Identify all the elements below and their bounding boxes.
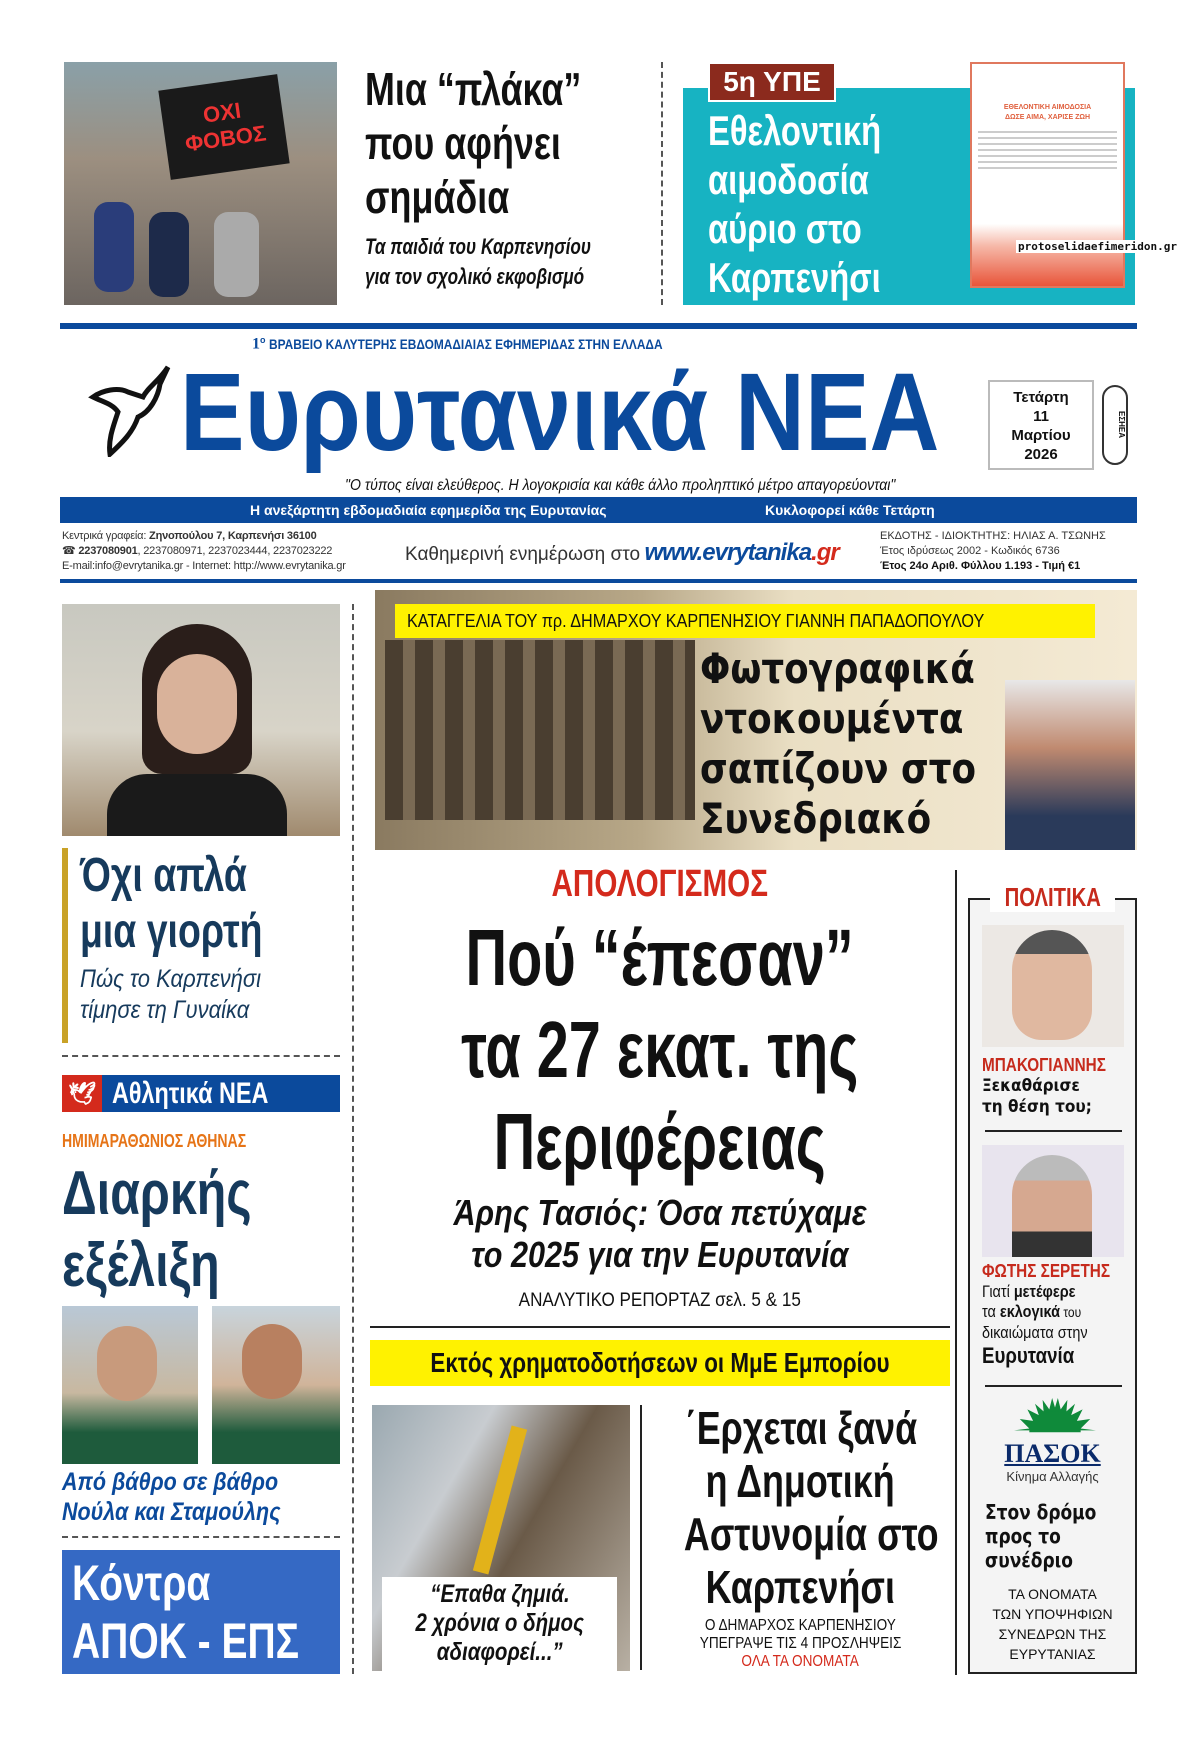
story-bullying-subtitle: για τον σχολικό εκφοβισμό xyxy=(365,264,585,289)
rule xyxy=(370,1326,950,1328)
headline-line: Εθελοντική xyxy=(708,107,882,154)
divider xyxy=(955,870,957,1675)
flyer-title: ΕΘΕΛΟΝΤΙΚΗ ΑΙΜΟΔΟΣΙΑ xyxy=(1003,104,1092,111)
dove-logo-icon xyxy=(88,362,173,457)
slogan: "Ο τύπος είναι ελεύθερος. Η λογοκρισία και κάθε άλλο προληπτικό μέτρο απαγορεύονται" xyxy=(345,477,896,494)
headline-line: Καρπενήσι xyxy=(708,254,881,301)
rule xyxy=(60,579,1137,583)
headline-line: αιμοδοσία xyxy=(708,156,869,203)
divider xyxy=(985,1385,1122,1387)
rule xyxy=(60,323,1137,329)
bakogiannis-photo xyxy=(982,925,1124,1047)
watermark: protoselidaefimeridon.gr xyxy=(1018,240,1177,253)
ype-label: 5η ΥΠΕ xyxy=(708,62,836,102)
main-kicker: ΑΠΟΛΟΓΙΣΜΟΣ xyxy=(551,863,769,905)
sports-headline[interactable]: Διαρκής εξέλιξη xyxy=(62,1159,252,1300)
woman-photo xyxy=(62,604,340,836)
excavation-photo[interactable] xyxy=(372,1405,630,1671)
main-headline[interactable]: Πού “έπεσαν” τα 27 εκατ. της Περιφέρειας xyxy=(461,913,859,1186)
quote-caption: “Επαθα ζημιά. 2 χρόνια ο δήμος αδιαφορεί...” xyxy=(382,1577,617,1671)
divider xyxy=(640,1405,642,1670)
main-subtitle: Άρης Τασιός: Όσα πετύχαμε το 2025 για την Ευρυτανία xyxy=(453,1192,867,1275)
police-subtitle: Ο ΔΗΜΑΡΧΟΣ ΚΑΡΠΕΝΗΣΙΟΥ ΥΠΕΓΡΑΨΕ ΤΙΣ 4 ΠΡΟΣΛΗΨΕΙΣ ΟΛΑ ΤΑ ΟΝΟΜΑΤΑ xyxy=(699,1617,902,1670)
runner-noula-photo xyxy=(62,1306,198,1464)
divider xyxy=(661,62,663,305)
sports-kicker: ΗΜΙΜΑΡΑΘΩΝΙΟΣ ΑΘΗΝΑΣ xyxy=(62,1131,247,1151)
divider xyxy=(62,1055,340,1057)
publisher-info: ΕΚΔΟΤΗΣ - ΙΔΙΟΚΤΗΤΗΣ: ΗΛΙΑΣ Α. ΤΣΩΝΗΣ Έτος ιδρύσεως 2002 - Κωδικός 6736 Έτος 24ο Αριθ. Φύλλου 1.193 - Τιμή €1 xyxy=(880,530,1106,572)
politics-item-1[interactable]: ΜΠΑΚΟΓΙΑΝΝΗΣ Ξεκαθάρισε τη θέση του; xyxy=(982,1055,1106,1117)
seretis-photo xyxy=(982,1145,1124,1257)
women-story[interactable]: Όχι απλά μια γιορτή Πώς το Καρπενήσι τίμησε τη Γυναίκα xyxy=(62,848,340,1043)
police-headline[interactable]: ΄Ερχεται ξανά η Δημοτική Αστυνομία στο Καρπενήσι xyxy=(683,1402,939,1613)
kontra-box[interactable]: Κόντρα ΑΠΟΚ - ΕΠΣ xyxy=(62,1550,340,1674)
politics-item-3[interactable]: Στον δρόμο προς το συνέδριο xyxy=(985,1500,1097,1572)
children-protest-photo xyxy=(64,62,337,305)
headline-line: Μια “πλάκα” xyxy=(365,63,582,115)
banner-headline: Φωτογραφικά ντοκουμέντα σαπίζουν στο Συνεδριακό xyxy=(700,644,977,843)
report-reference: ΑΝΑΛΥΤΙΚΟ ΡΕΠΟΡΤΑΖ σελ. 5 & 15 xyxy=(518,1290,802,1311)
banner-kicker: ΚΑΤΑΓΓΕΛΙΑ ΤΟΥ πρ. ΔΗΜΑΡΧΟΥ ΚΑΡΠΕΝΗΣΙΟΥ ΓΙΑΝΝΗ ΠΑΠΑΔΟΠΟΥΛΟΥ xyxy=(395,604,1095,638)
politics-label: ΠΟΛΙΤΙΚΑ xyxy=(990,882,1115,912)
flyer-subtitle: ΔΩΣΕ ΑΙΜΑ, ΧΑΡΙΣΕ ΖΩΗ xyxy=(1004,114,1091,121)
website-promo[interactable]: Καθημερινή ενημέρωση στο www.evrytanika.gr xyxy=(405,539,839,566)
blood-donation-flyer xyxy=(970,62,1125,288)
story-bullying-subtitle: Τα παιδιά του Καρπενησίου xyxy=(365,234,591,259)
pasok-logo: ΠΑΣΟΚ Κίνημα Αλλαγής xyxy=(1004,1439,1101,1484)
mme-banner[interactable]: Εκτός χρηματοδοτήσεων οι ΜμΕ Εμπορίου xyxy=(370,1340,950,1386)
politics-item-2[interactable]: ΦΩΤΗΣ ΣΕΡΕΤΗΣ Γιατί μετέφερε τα εκλογικά του δικαιώματα στην Ευρυτανία xyxy=(982,1261,1111,1368)
date-box: Τετάρτη 11 Μαρτίου 2026 xyxy=(988,380,1094,470)
pasok-sun-icon xyxy=(1010,1398,1100,1438)
sports-dove-icon: 🕊 xyxy=(62,1075,102,1112)
masthead-bar xyxy=(60,497,1137,523)
headline-line: αύριο στο xyxy=(708,205,862,252)
divider xyxy=(985,1130,1122,1132)
protest-sign: ΟΧΙ ΦΟΒΟΣ xyxy=(158,74,289,180)
award-line: $1^o$ ΒΡΑΒΕΙΟ ΚΑΛΥΤΕΡΗΣ ΕΒΔΟΜΑΔΙΑΙΑΣ ΕΦΗΜΕΡΙΔΑΣ ΣΤΗΝ ΕΛΛΑΔΑ xyxy=(252,335,663,353)
divider xyxy=(352,604,354,1674)
contact-info: Κεντρικά γραφεία: Ζηνοπούλου 7, Καρπενήσι 36100 ☎ 2237080901, 2237080971, 2237023444, 2237023222 E-mail:info@evrytanika.gr - Internet: http://www.evrytanika.gr xyxy=(62,530,346,572)
runner-stamoulis-photo xyxy=(212,1306,340,1464)
sports-caption: Από βάθρο σε βάθρο Νούλα και Σταμούλης xyxy=(62,1468,281,1526)
story-bullying-headline[interactable] xyxy=(365,62,645,224)
newspaper-title: Ευρυτανικά ΝΕΑ xyxy=(180,351,940,474)
sports-section-bar: 🕊 Αθλητικά ΝΕΑ xyxy=(62,1075,340,1112)
divider xyxy=(62,1536,340,1538)
esea-logo: ΕΣΗΕΑ xyxy=(1102,385,1128,465)
headline-line: σημάδια xyxy=(365,171,510,223)
circulation: Κυκλοφορεί κάθε Τετάρτη xyxy=(765,502,935,518)
headline-line: που αφήνει xyxy=(365,117,561,169)
tagline: Η ανεξάρτητη εβδομαδιαία εφημερίδα της Ευρυτανίας xyxy=(250,502,607,518)
pasok-subtitle: ΤΑ ΟΝΟΜΑΤΑ ΤΩΝ ΥΠΟΨΗΦΙΩΝ ΣΥΝΕΔΡΩΝ ΤΗΣ ΕΥΡΥΤΑΝΙΑΣ xyxy=(992,1586,1113,1662)
